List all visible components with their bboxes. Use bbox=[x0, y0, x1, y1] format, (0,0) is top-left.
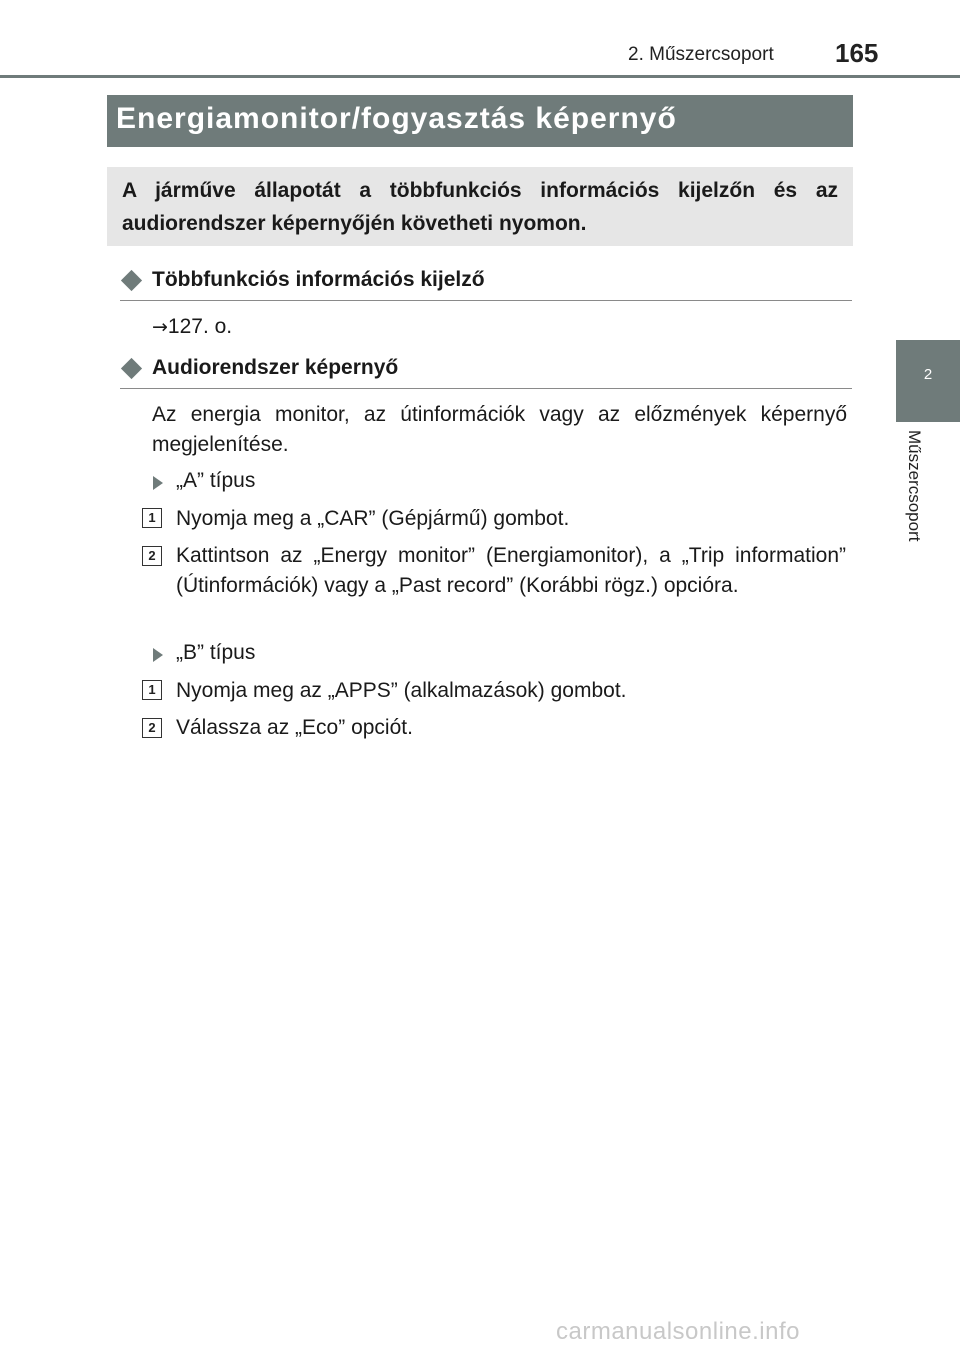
step-text: Nyomja meg a „CAR” (Gépjármű) gombot. bbox=[176, 507, 570, 530]
diamond-icon bbox=[121, 358, 142, 379]
step-number-badge: 2 bbox=[142, 718, 162, 738]
page-reference-text: 127. o. bbox=[167, 315, 233, 338]
page-title: Energiamonitor/fogyasztás képernyő bbox=[116, 102, 677, 135]
section-heading-multi-info-display bbox=[120, 268, 852, 301]
page-number: 165 bbox=[835, 38, 879, 68]
type-b-label: „B” típus bbox=[176, 641, 256, 664]
step-number-badge: 2 bbox=[142, 546, 162, 566]
step-text: Nyomja meg az „APPS” (alkalmazások) gombot. bbox=[176, 679, 627, 702]
step-number-badge: 1 bbox=[142, 680, 162, 700]
chapter-tab-label-wrap bbox=[900, 430, 930, 580]
diamond-icon bbox=[121, 270, 142, 291]
triangle-right-icon bbox=[153, 476, 163, 490]
chapter-tab-label: Műszercsoport bbox=[905, 430, 924, 542]
header-chapter: 2. Műszercsoport bbox=[628, 44, 774, 65]
header-rule bbox=[0, 75, 960, 78]
chapter-tab-number: 2 bbox=[923, 366, 933, 383]
arrow-right-icon: → bbox=[152, 316, 168, 338]
section-description: Az energia monitor, az útinformációk vagy az előzmények képernyő megjelenítése. bbox=[152, 403, 847, 456]
type-a-label: „A” típus bbox=[176, 469, 256, 492]
step-text: Kattintson az „Energy monitor” (Energiamonitor), a „Trip information” (Útinformációk) vagy a „Past record” (Korábbi rögz.) opcióra. bbox=[176, 544, 846, 597]
step-number-badge: 1 bbox=[142, 508, 162, 528]
step-text: Válassza az „Eco” opciót. bbox=[176, 716, 413, 739]
section-heading-audio-screen bbox=[120, 356, 852, 389]
section-heading-label: Többfunkciós információs kijelző bbox=[152, 268, 485, 291]
triangle-right-icon bbox=[153, 648, 163, 662]
section-heading-label: Audiorendszer képernyő bbox=[152, 356, 399, 379]
watermark: carmanualsonline.info bbox=[556, 1318, 800, 1345]
chapter-tab[interactable] bbox=[896, 340, 960, 422]
intro-text: A járműve állapotát a többfunkciós információs kijelzőn és az audiorendszer képernyőjén követheti nyomon. bbox=[122, 179, 838, 235]
page-reference[interactable] bbox=[152, 312, 232, 342]
